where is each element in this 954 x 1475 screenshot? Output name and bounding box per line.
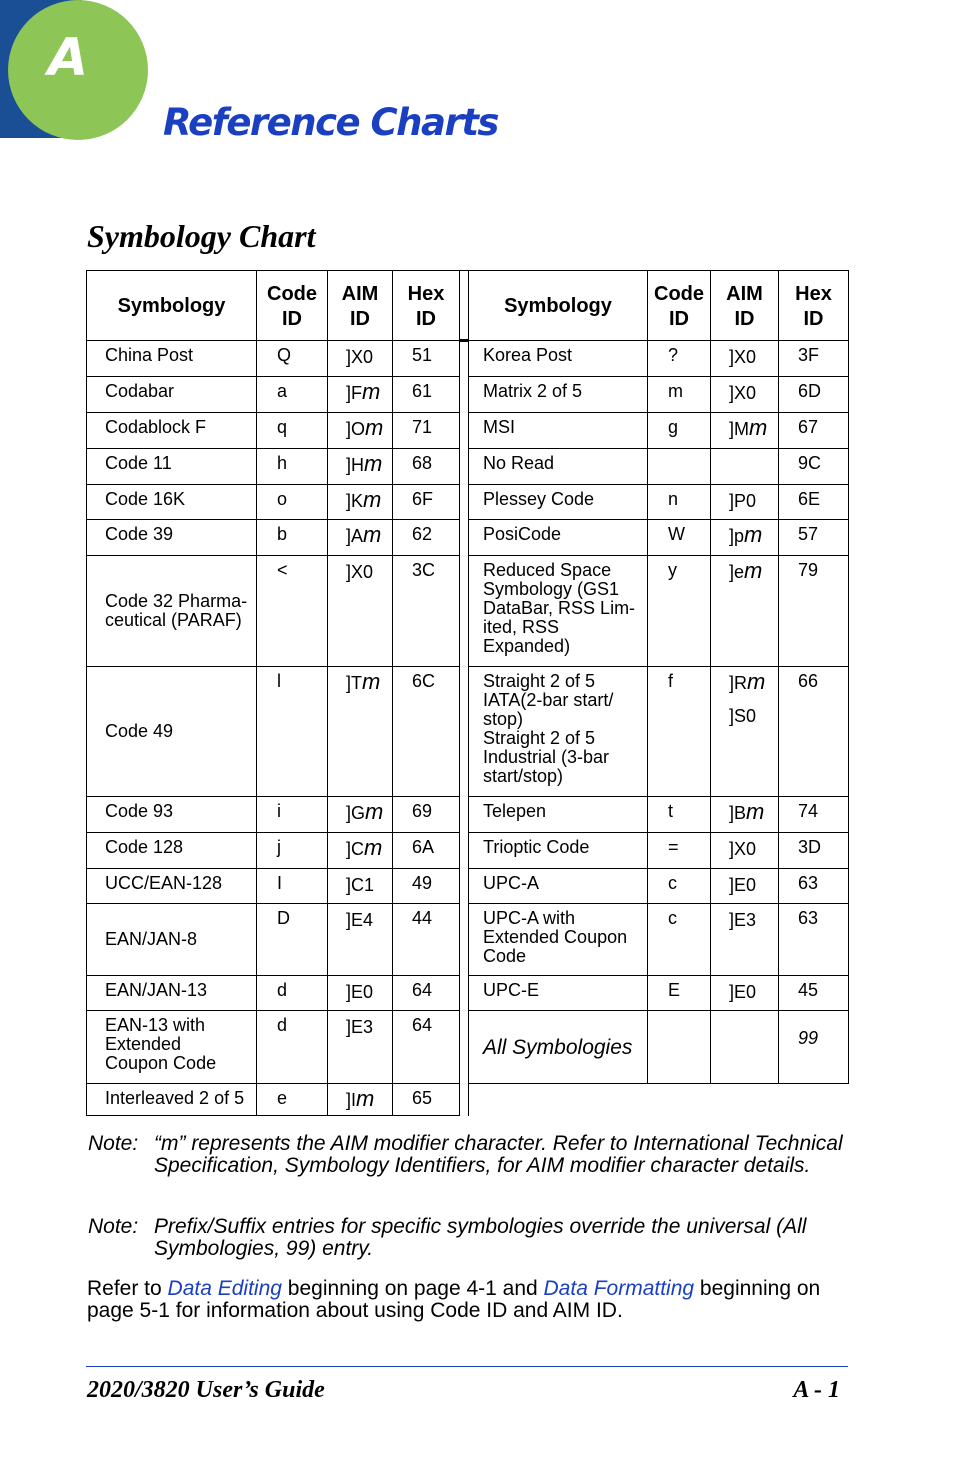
symbology-cell: Code 11: [87, 449, 257, 485]
hex-id-cell: 63: [779, 904, 849, 976]
hex-id-cell: 51: [393, 341, 460, 377]
aim-modifier: m: [365, 415, 384, 440]
hex-id-cell: 63: [779, 869, 849, 904]
hex-id-cell: 62: [393, 520, 460, 556]
symbology-cell: UCC/EAN-128: [87, 869, 257, 904]
symbology-cell: Plessey Code: [469, 485, 648, 520]
aim-id-cell: ]Gm: [328, 797, 393, 833]
table-row: [87, 341, 849, 377]
column-gap: [460, 413, 469, 449]
code-id-cell: n: [648, 485, 711, 520]
aim-id-cell: ]X0: [711, 341, 779, 377]
code-id-cell: I: [257, 869, 328, 904]
symbology-cell: MSI: [469, 413, 648, 449]
code-id-cell: e: [257, 1084, 328, 1116]
table-row: [87, 904, 849, 976]
header-hex-id: Hex ID: [393, 271, 460, 341]
column-gap: [460, 904, 469, 976]
column-gap: [460, 377, 469, 413]
aim-id-cell: ]X0: [328, 556, 393, 667]
hex-id-cell: 57: [779, 520, 849, 556]
hex-id-cell: 64: [393, 976, 460, 1011]
data-formatting-link[interactable]: Data Formatting: [543, 1277, 695, 1300]
column-gap: [460, 976, 469, 1011]
code-id-cell: <: [257, 556, 328, 667]
symbology-cell: EAN-13 with Extended Coupon Code: [87, 1011, 257, 1084]
table-row: [87, 449, 849, 485]
aim-modifier: m: [362, 379, 381, 404]
symbology-cell: Straight 2 of 5 IATA(2-bar start/ stop) Straight 2 of 5 Industrial (3-bar start/stop): [469, 667, 648, 797]
aim-modifier: m: [364, 835, 383, 860]
footer-guide-title: 2020/3820 User’s Guide: [87, 1377, 325, 1403]
symbology-cell: Code 16K: [87, 485, 257, 520]
hex-id-cell: 99: [779, 1011, 849, 1084]
header-symbology-right: Symbology: [469, 271, 648, 341]
table-row: [87, 1084, 849, 1116]
table-row: [87, 485, 849, 520]
hex-id-cell: 6F: [393, 485, 460, 520]
column-gap: [460, 1084, 469, 1116]
symbology-cell: Code 128: [87, 833, 257, 869]
code-id-cell: t: [648, 797, 711, 833]
symbology-cell: All Symbologies: [469, 1011, 648, 1084]
aim-modifier: m: [363, 522, 382, 547]
aim-id-cell: ]Om: [328, 413, 393, 449]
header-row: [87, 271, 849, 341]
empty-cell: [648, 1084, 711, 1116]
aim-id-cell: ]Fm: [328, 377, 393, 413]
hex-id-cell: 71: [393, 413, 460, 449]
aim-id-cell: ]X0: [328, 341, 393, 377]
symbology-cell: China Post: [87, 341, 257, 377]
hex-id-cell: 61: [393, 377, 460, 413]
aim-id-cell: ]pm: [711, 520, 779, 556]
code-id-cell: =: [648, 833, 711, 869]
column-gap: [460, 520, 469, 556]
note-label: Note:: [88, 1132, 139, 1155]
aim-id-cell: ]X0: [711, 833, 779, 869]
aim-id-cell: ]Cm: [328, 833, 393, 869]
code-id-cell: o: [257, 485, 328, 520]
empty-cell: [779, 1084, 849, 1116]
header-aim-id-right: AIM ID: [711, 271, 779, 341]
code-id-cell: l: [257, 667, 328, 797]
code-id-cell: m: [648, 377, 711, 413]
aim-id-cell: ]C1: [328, 869, 393, 904]
symbology-cell: Codablock F: [87, 413, 257, 449]
aim-id-cell: [711, 1011, 779, 1084]
aim-modifier: m: [365, 799, 384, 824]
table-row: [87, 413, 849, 449]
code-id-cell: c: [648, 869, 711, 904]
code-id-cell: W: [648, 520, 711, 556]
refer-paragraph: Refer to Data Editing beginning on page 4-1 and Data Formatting beginning on page 5-1 for information about using Code ID and AIM ID.: [87, 1277, 821, 1322]
column-gap: [460, 449, 469, 485]
symbology-cell: EAN/JAN-13: [87, 976, 257, 1011]
header-symbology: Symbology: [87, 271, 257, 341]
table-row: [87, 833, 849, 869]
aim-modifier: m: [364, 451, 383, 476]
aim-modifier: m: [362, 669, 381, 694]
hex-id-cell: 3C: [393, 556, 460, 667]
note-label: Note:: [88, 1215, 139, 1238]
aim-id-cell: [711, 449, 779, 485]
symbology-cell: Codabar: [87, 377, 257, 413]
aim-id-cell: ]Rm ]S0: [711, 667, 779, 797]
aim-id-cell: ]em: [711, 556, 779, 667]
symbology-cell: PosiCode: [469, 520, 648, 556]
aim-id-cell: ]Km: [328, 485, 393, 520]
note-text: “m” represents the AIM modifier character. Refer to International Technical Specification, Symbology Identifiers, for AIM modifier character details.: [154, 1132, 843, 1177]
symbology-cell: Interleaved 2 of 5: [87, 1084, 257, 1116]
table-row: [87, 377, 849, 413]
symbology-cell: Code 32 Pharma- ceutical (PARAF): [87, 556, 257, 667]
code-id-cell: f: [648, 667, 711, 797]
symbology-cell: Trioptic Code: [469, 833, 648, 869]
symbology-cell: EAN/JAN-8: [87, 904, 257, 976]
table-row: [87, 797, 849, 833]
footer-page-number: A - 1: [793, 1377, 840, 1403]
code-id-cell: D: [257, 904, 328, 976]
code-id-cell: b: [257, 520, 328, 556]
symbology-cell: Telepen: [469, 797, 648, 833]
aim-modifier: m: [744, 558, 763, 583]
code-id-cell: g: [648, 413, 711, 449]
section-title: Symbology Chart: [87, 218, 316, 254]
code-id-cell: E: [648, 976, 711, 1011]
code-id-cell: y: [648, 556, 711, 667]
column-gap: [460, 271, 469, 341]
aim-id-cell: ]X0: [711, 377, 779, 413]
code-id-cell: i: [257, 797, 328, 833]
aim-id-cell: ]E3: [328, 1011, 393, 1084]
aim-id-cell: ]Tm: [328, 667, 393, 797]
code-id-cell: j: [257, 833, 328, 869]
data-editing-link[interactable]: Data Editing: [167, 1277, 282, 1300]
aim-id-cell: ]E3: [711, 904, 779, 976]
empty-cell: [469, 1084, 648, 1116]
symbology-cell: Code 49: [87, 667, 257, 797]
hex-id-cell: 6E: [779, 485, 849, 520]
column-gap: [460, 797, 469, 833]
aim-id-cell: ]E4: [328, 904, 393, 976]
aim-modifier: m: [749, 415, 768, 440]
hex-id-cell: 64: [393, 1011, 460, 1084]
hex-id-cell: 74: [779, 797, 849, 833]
hex-id-cell: 44: [393, 904, 460, 976]
symbology-cell: Korea Post: [469, 341, 648, 377]
aim-id-cell: ]P0: [711, 485, 779, 520]
code-id-cell: q: [257, 413, 328, 449]
column-gap: [460, 667, 469, 797]
hex-id-cell: 3D: [779, 833, 849, 869]
aim-id-cell: ]Mm: [711, 413, 779, 449]
aim-id-cell: ]E0: [711, 869, 779, 904]
empty-cell: [711, 1084, 779, 1116]
hex-id-cell: 69: [393, 797, 460, 833]
hex-id-cell: 9C: [779, 449, 849, 485]
table-row: [87, 869, 849, 904]
aim-modifier: m: [746, 799, 765, 824]
table-row: [87, 520, 849, 556]
code-id-cell: a: [257, 377, 328, 413]
column-gap: [460, 1011, 469, 1084]
symbology-cell: UPC-A with Extended Coupon Code: [469, 904, 648, 976]
aim-modifier: m: [747, 669, 766, 694]
column-gap: [460, 485, 469, 520]
header-code-id-right: Code ID: [648, 271, 711, 341]
code-id-cell: ?: [648, 341, 711, 377]
hex-id-cell: 68: [393, 449, 460, 485]
note-text: Prefix/Suffix entries for specific symbologies override the universal (All Symbologies, 99) entry.: [154, 1215, 807, 1260]
hex-id-cell: 66: [779, 667, 849, 797]
code-id-cell: Q: [257, 341, 328, 377]
aim-modifier: m: [744, 522, 763, 547]
table-row: [87, 667, 849, 797]
chapter-title: Reference Charts: [163, 101, 498, 144]
aim-id-cell: ]Am: [328, 520, 393, 556]
table-row: [87, 1011, 849, 1084]
hex-id-cell: 79: [779, 556, 849, 667]
aim-modifier: m: [356, 1086, 375, 1111]
aim-id-cell: ]Im: [328, 1084, 393, 1116]
footer-rule: [86, 1366, 848, 1367]
code-id-cell: d: [257, 1011, 328, 1084]
symbology-cell: Reduced Space Symbology (GS1 DataBar, RSS Lim- ited, RSS Expanded): [469, 556, 648, 667]
symbology-table: [86, 270, 849, 1116]
aim-id-cell: ]Hm: [328, 449, 393, 485]
symbology-cell: No Read: [469, 449, 648, 485]
column-gap: [460, 833, 469, 869]
hex-id-cell: 6D: [779, 377, 849, 413]
code-id-cell: c: [648, 904, 711, 976]
hex-id-cell: 3F: [779, 341, 849, 377]
code-id-cell: h: [257, 449, 328, 485]
aim-id-cell: ]Bm: [711, 797, 779, 833]
hex-id-cell: 67: [779, 413, 849, 449]
symbology-cell: Matrix 2 of 5: [469, 377, 648, 413]
column-gap: [460, 869, 469, 904]
table-row: [87, 556, 849, 667]
table-row: [87, 976, 849, 1011]
header-aim-id: AIM ID: [328, 271, 393, 341]
chapter-letter: A: [47, 28, 89, 88]
aim-id-cell: ]E0: [711, 976, 779, 1011]
hex-id-cell: 6C: [393, 667, 460, 797]
code-id-cell: [648, 1011, 711, 1084]
column-gap: [460, 556, 469, 667]
aim-modifier: m: [363, 487, 382, 512]
symbology-cell: UPC-A: [469, 869, 648, 904]
hex-id-cell: 49: [393, 869, 460, 904]
aim-id-cell: ]E0: [328, 976, 393, 1011]
symbology-cell: Code 93: [87, 797, 257, 833]
table-body: [87, 341, 849, 1116]
header-code-id: Code ID: [257, 271, 328, 341]
symbology-cell: UPC-E: [469, 976, 648, 1011]
code-id-cell: d: [257, 976, 328, 1011]
column-gap: [460, 341, 469, 377]
code-id-cell: [648, 449, 711, 485]
hex-id-cell: 6A: [393, 833, 460, 869]
hex-id-cell: 45: [779, 976, 849, 1011]
header-hex-id-right: Hex ID: [779, 271, 849, 341]
symbology-cell: Code 39: [87, 520, 257, 556]
hex-id-cell: 65: [393, 1084, 460, 1116]
